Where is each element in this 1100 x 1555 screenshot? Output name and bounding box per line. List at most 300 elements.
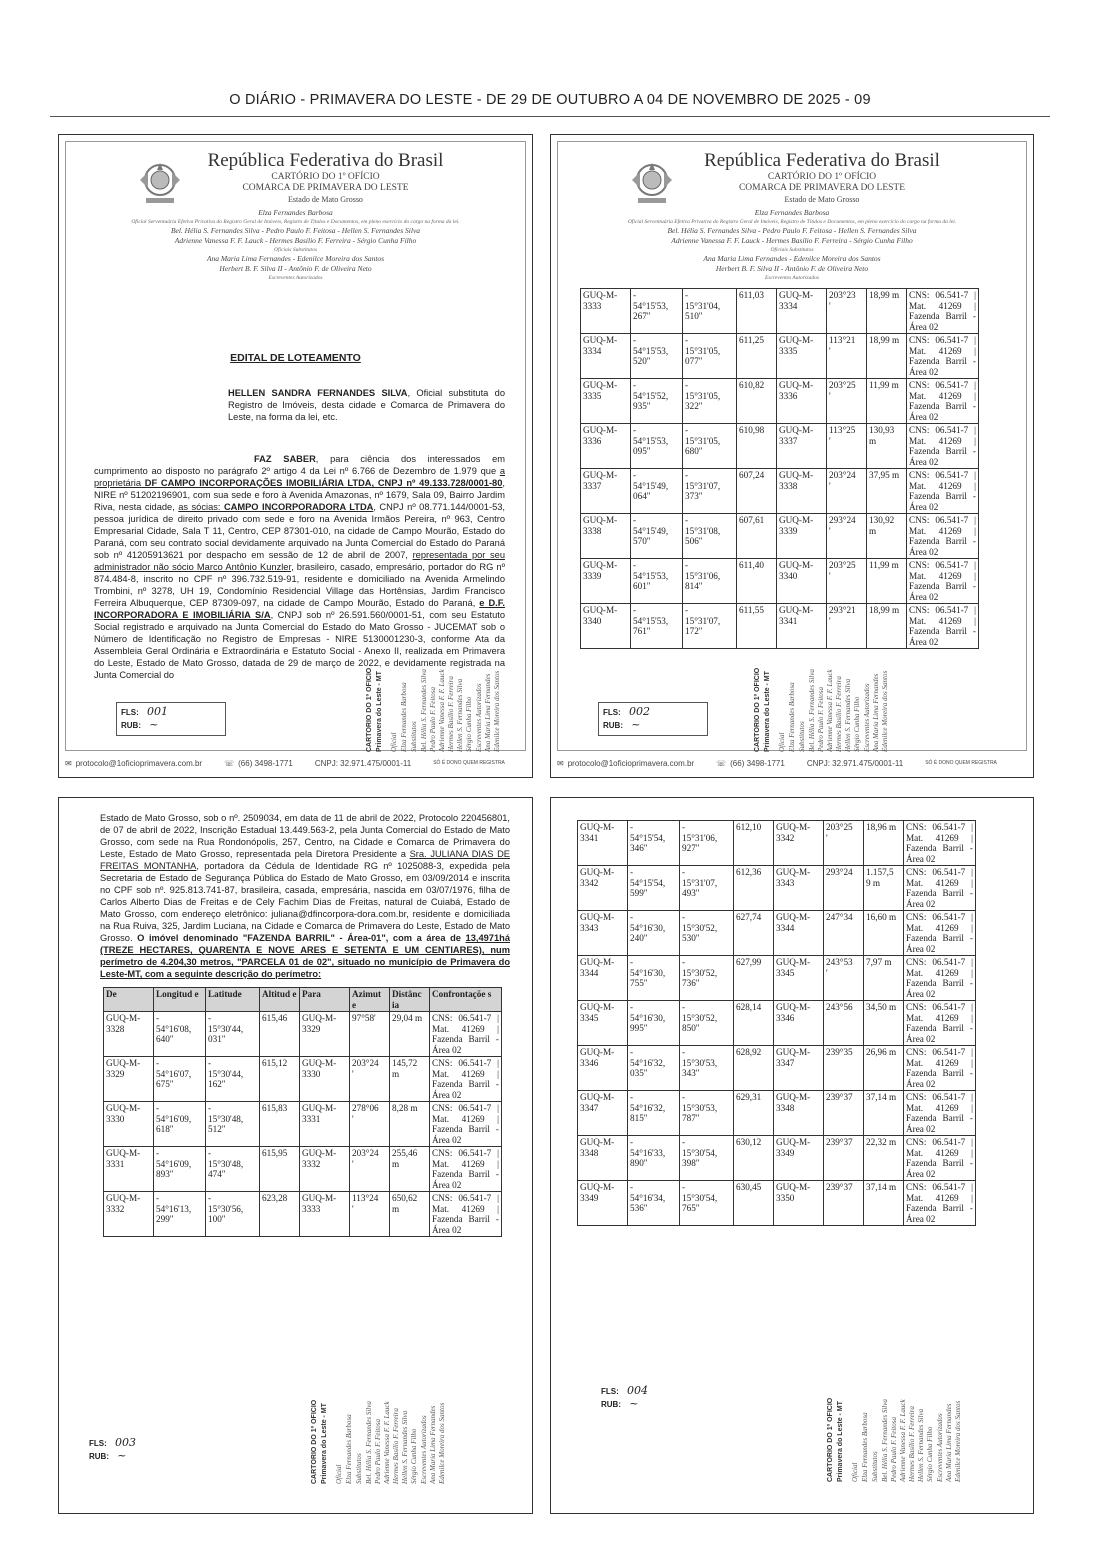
cell-altitude: 623,28 xyxy=(260,1192,300,1237)
cell-altitude: 610,98 xyxy=(737,424,777,469)
perimeter-table-header xyxy=(104,988,502,1012)
continuation-paragraph xyxy=(100,812,510,980)
table-row xyxy=(104,1012,502,1057)
cell-altitude: 630,45 xyxy=(734,1181,774,1226)
column-header: Latitude xyxy=(206,988,260,1012)
cell-longitude: - 54°16'09, 618" xyxy=(154,1102,206,1147)
cell-to: GUQ-M- 3349 xyxy=(774,1136,824,1181)
cell-latitude: - 15°31'08, 506" xyxy=(683,514,737,559)
column-header: De xyxy=(104,988,154,1012)
letterhead-comarca: COMARCA DE PRIMAVERA DO LESTE xyxy=(738,183,906,193)
fls-label: FLS: xyxy=(603,708,621,717)
stamp-line: Escreventes Autorizados xyxy=(420,1415,428,1484)
cell-distance: 29,04 m xyxy=(390,1012,430,1057)
cell-altitude: 627,74 xyxy=(734,911,774,956)
cell-azimuth: 203°24 ' xyxy=(350,1057,390,1102)
cell-latitude: - 15°30'53, 787" xyxy=(680,1091,734,1136)
cell-azimuth: 113°21 ' xyxy=(827,334,867,379)
cell-from: GUQ-M-3346 xyxy=(578,1046,628,1091)
cell-altitude: 628,92 xyxy=(734,1046,774,1091)
cell-from: GUQ-M-3338 xyxy=(581,514,631,559)
text-segment: , para ciência dos interessados em cumprimento ao disposto no parágrafo 2º artigo 4 da Lei nº 6.766 de Dezembro de 1.979 que xyxy=(94,454,505,476)
cell-azimuth: 203°25 ' xyxy=(827,559,867,604)
text-segment: , brasileiro, casado, empresário, portador do RG nº 874.484-8, inscrito no CPF nº 396.732.519-91, residente e domiciliado na Avenida Armelindo Trombini, nº 3278, UH 19, Condomínio Residencial Village das Hortênsias, Jardim Francisco Ferreira Albuquerque, CEP 87309-097, na cidade de Campo Mourão, Estado do Paraná, xyxy=(94,562,506,608)
faz-saber: FAZ SABER xyxy=(254,454,316,464)
cell-boundary: CNS: 06.541-7 | Mat. 41269 | Fazenda Barril - Área 02 xyxy=(430,1012,502,1057)
phone-icon: ☏ xyxy=(716,758,727,768)
table-row xyxy=(104,1147,502,1192)
cell-longitude: - 54°15'52, 935" xyxy=(631,379,683,424)
stamp-line: Edenilce Moreira dos Santos xyxy=(493,670,501,752)
column-header: Distânc ia xyxy=(390,988,430,1012)
partner-name: CAMPO INCORPORADORA LTDA xyxy=(220,502,374,512)
intro-text: , Oficial substituta do Registro de Imóveis, desta cidade e Comarca de Primavera do Leste, na forma da lei, etc. xyxy=(228,388,505,422)
cell-latitude: - 15°30'53, 343" xyxy=(680,1046,734,1091)
cell-to: GUQ-M- 3337 xyxy=(777,424,827,469)
cell-altitude: 611,03 xyxy=(737,289,777,334)
fls-number: 002 xyxy=(629,705,651,718)
registry-stamp xyxy=(827,1382,977,1482)
cell-azimuth: 239°35 xyxy=(824,1046,864,1091)
cell-boundary: CNS: 06.541-7 | Mat. 41269 | Fazenda Barril - Área 02 xyxy=(430,1102,502,1147)
stamp-line: Oficial xyxy=(335,1464,343,1484)
cell-from: GUQ-M-3339 xyxy=(581,559,631,604)
cell-latitude: - 15°30'52, 530" xyxy=(680,911,734,956)
cell-from: GUQ-M-3335 xyxy=(581,379,631,424)
stamp-city: Primavera do Leste - MT xyxy=(837,1401,844,1482)
stamp-line: Bel. Hélia S. Fernandes Silva xyxy=(420,669,428,752)
cell-longitude: - 54°15'53, 095" xyxy=(631,424,683,469)
letterhead-substitutes-1: Bel. Hélia S. Fernandes Silva - Pedro Paulo F. Feitosa - Hellen S. Fernandes Silva xyxy=(170,226,421,235)
stamp-line: Sérgio Cunha Filho xyxy=(926,1426,934,1482)
signature-icon: ~ xyxy=(149,718,159,731)
column-header: Altitud e xyxy=(260,988,300,1012)
cell-latitude: - 15°30'44, 031" xyxy=(206,1012,260,1057)
cell-distance: 7,97 m xyxy=(864,956,904,1001)
cell-longitude: - 54°16'34, 536" xyxy=(628,1181,680,1226)
stamp-line: Elza Fernandes Barbosa xyxy=(861,1412,869,1482)
cell-boundary: CNS: 06.541-7 | Mat. 41269 | Fazenda Barril - Área 02 xyxy=(907,559,979,604)
cell-to: GUQ-M- 3333 xyxy=(300,1192,350,1237)
letterhead-official-role: Oficial Serventuária Efetiva Privativa do Registro Geral de Imóveis, Registro de Títulos e Documentos, em pleno exercício do cargo na forma da lei. xyxy=(131,219,460,225)
cell-longitude: - 54°16'13, 299" xyxy=(154,1192,206,1237)
cell-boundary: CNS: 06.541-7 | Mat. 41269 | Fazenda Barril - Área 02 xyxy=(907,334,979,379)
cell-azimuth: 247°34 xyxy=(824,911,864,956)
cell-from: GUQ-M-3347 xyxy=(578,1091,628,1136)
footer-phone: (66) 3498-1771 xyxy=(238,758,293,768)
letterhead xyxy=(558,150,1026,282)
page-footer xyxy=(65,755,526,771)
stamp-line: Bel. Hélia S. Fernandes Silva xyxy=(808,669,816,752)
cell-azimuth: 293°24 ' xyxy=(827,514,867,559)
stamp-line: Ana Maria Lima Fernandes xyxy=(945,1403,953,1482)
stamp-line: Elza Fernandes Barbosa xyxy=(400,682,408,752)
cell-to: GUQ-M- 3346 xyxy=(774,1001,824,1046)
letterhead xyxy=(66,150,525,282)
cell-latitude: - 15°31'06, 927" xyxy=(680,821,734,866)
company-name: DF CAMPO INCORPORAÇÕES IMOBILIÁRIA LTDA, CNPJ nº 49.133.728/0001-80 xyxy=(141,478,503,488)
registry-stamp xyxy=(311,1384,461,1484)
text-segment: Estado de Mato Grosso, sob o nº. 2509034, em data de 11 de abril de 2022, Protocolo 220456801, de 07 de abril de 2022, Inscrição Estadual 13.449.563-2, pela Junta Comercial do Estado de Mato Grosso, com sede na Rua Rondonópolis, 257, Centro, na Cidade e Comarca de Primavera do Leste, Estado de Mato Grosso, representada pela Diretora Presidente a xyxy=(100,813,510,859)
cell-from: GUQ-M-3349 xyxy=(578,1181,628,1226)
fls-label: FLS: xyxy=(601,1387,619,1396)
email-icon: ✉ xyxy=(557,758,564,768)
cell-from: GUQ-M-3331 xyxy=(104,1147,154,1192)
cell-distance: 18,99 m xyxy=(867,289,907,334)
cell-longitude: - 54°16'33, 890" xyxy=(628,1136,680,1181)
stamp-line: Ana Maria Lima Fernandes xyxy=(429,1405,437,1484)
rub-label: RUB: xyxy=(603,721,623,730)
cell-boundary: CNS: 06.541-7 | Mat. 41269 | Fazenda Barril - Área 02 xyxy=(904,821,976,866)
cell-longitude: - 54°15'49, 064" xyxy=(631,469,683,514)
stamp-line: Adrienne Vanessa F. F. Lauck xyxy=(438,669,446,752)
cell-boundary: CNS: 06.541-7 | Mat. 41269 | Fazenda Barril - Área 02 xyxy=(430,1147,502,1192)
letterhead-title: República Federativa do Brasil xyxy=(207,150,444,171)
cell-altitude: 607,61 xyxy=(737,514,777,559)
cell-latitude: - 15°30'52, 736" xyxy=(680,956,734,1001)
table-row xyxy=(581,334,979,379)
cell-from: GUQ-M-3328 xyxy=(104,1012,154,1057)
partner-name: e D.F. INCORPORADORA E IMOBILIÁRIA S/A xyxy=(94,598,505,620)
text-segment: representada por seu administrador não sócio Marco Antônio Kunzler xyxy=(94,550,505,572)
registry-stamp xyxy=(366,652,516,752)
property-name: O imóvel denominado "FAZENDA BARRIL" - Área-01", com a área de xyxy=(137,933,466,943)
cell-boundary: CNS: 06.541-7 | Mat. 41269 | Fazenda Barril - Área 02 xyxy=(904,956,976,1001)
table-row xyxy=(578,821,976,866)
cell-to: GUQ-M- 3334 xyxy=(777,289,827,334)
fls-box xyxy=(85,1434,195,1468)
cell-boundary: CNS: 06.541-7 | Mat. 41269 | Fazenda Barril - Área 02 xyxy=(430,1057,502,1102)
stamp-line: Ana Maria Lima Fernandes xyxy=(872,673,880,752)
stamp-line: Elza Fernandes Barbosa xyxy=(788,682,796,752)
cell-to: GUQ-M- 3335 xyxy=(777,334,827,379)
letterhead-clerks-label: Escreventes Autorizados xyxy=(765,275,819,281)
cell-azimuth: 203°25 ' xyxy=(827,379,867,424)
letterhead-state: Estado de Mato Grosso xyxy=(784,195,860,204)
registry-stamp xyxy=(754,652,904,752)
stamp-line: Substitutos xyxy=(798,721,806,752)
cell-longitude: - 54°16'30, 755" xyxy=(628,956,680,1001)
intro-paragraph xyxy=(228,387,505,423)
cell-from: GUQ-M-3329 xyxy=(104,1057,154,1102)
cell-longitude: - 54°15'54, 599" xyxy=(628,866,680,911)
letterhead-clerks-2: Herbert B. F. Silva II - Antônio F. de Oliveira Neto xyxy=(219,264,372,273)
stamp-line: Edenilce Moreira dos Santos xyxy=(438,1402,446,1484)
letterhead-office: CARTÓRIO DO 1º OFÍCIO xyxy=(767,172,877,182)
cell-to: GUQ-M- 3348 xyxy=(774,1091,824,1136)
cell-boundary: CNS: 06.541-7 | Mat. 41269 | Fazenda Barril - Área 02 xyxy=(907,469,979,514)
cell-azimuth: 278°06 ' xyxy=(350,1102,390,1147)
cell-longitude: - 54°15'53, 267" xyxy=(631,289,683,334)
table-row xyxy=(578,911,976,956)
page-2-frame xyxy=(557,141,1027,751)
cell-boundary: CNS: 06.541-7 | Mat. 41269 | Fazenda Barril - Área 02 xyxy=(904,1091,976,1136)
cell-altitude: 611,25 xyxy=(737,334,777,379)
table-row xyxy=(581,424,979,469)
cell-latitude: - 15°30'44, 162" xyxy=(206,1057,260,1102)
letterhead-substitutes-2: Adrienne Vanessa F. F. Lauck - Hermes Basílio F. Ferreira - Sérgio Cunha Filho xyxy=(671,236,913,245)
stamp-line: Ana Maria Lima Fernandes xyxy=(484,673,492,752)
cell-altitude: 607,24 xyxy=(737,469,777,514)
cell-to: GUQ-M- 3339 xyxy=(777,514,827,559)
stamp-line: Elza Fernandes Barbosa xyxy=(345,1414,353,1484)
table-row xyxy=(104,1057,502,1102)
cell-to: GUQ-M- 3340 xyxy=(777,559,827,604)
table-row xyxy=(578,1181,976,1226)
cell-longitude: - 54°16'07, 675" xyxy=(154,1057,206,1102)
cell-latitude: - 15°30'48, 474" xyxy=(206,1147,260,1192)
stamp-heading: CARTÓRIO DO 1º OFÍCIO xyxy=(754,667,761,752)
stamp-line: Sérgio Cunha Filho xyxy=(853,696,861,752)
cell-boundary: CNS: 06.541-7 | Mat. 41269 | Fazenda Barril - Área 02 xyxy=(904,866,976,911)
table-row xyxy=(581,559,979,604)
cell-latitude: - 15°31'07, 373" xyxy=(683,469,737,514)
table-row xyxy=(581,469,979,514)
text-segment: , portadora da Cédula de Identidade RG nº 1025088-3, expedida pela Secretaria de Estado de Segurança Pública do Estado de Mato Grosso, em 03/09/2014 e inscrita no CPF sob nº. 925.813.741-87, brasileira, casada, empresária, nascida em 03/07/1976, filha de Carlos Alberto Dias de Freitas e de Cely Fachim Dias de Freitas, natural de Cuiabá, Estado de Mato Grosso, com endereço eletrônico: juliana@dfincorpora-dora.com.br, residente e domiciliada na Rua Ruiva, 325, Jardim Luciana, na Cidade e Comarca de Primavera do Leste, Estado de Mato Grosso. xyxy=(100,861,510,943)
cell-longitude: - 54°16'08, 640" xyxy=(154,1012,206,1057)
footer-cnpj: CNPJ: 32.971.475/0001-11 xyxy=(806,758,904,768)
stamp-line: Adrienne Vanessa F. F. Lauck xyxy=(899,1399,907,1482)
cell-to: GUQ-M- 3336 xyxy=(777,379,827,424)
cell-altitude: 615,83 xyxy=(260,1102,300,1147)
cell-longitude: - 54°16'32, 035" xyxy=(628,1046,680,1091)
cell-distance: 650,62 m xyxy=(390,1192,430,1237)
phone-icon: ☏ xyxy=(224,758,235,768)
stamp-line: Substitutos xyxy=(355,1453,363,1484)
scanned-page-2 xyxy=(550,134,1034,778)
cell-distance: 8,28 m xyxy=(390,1102,430,1147)
cell-altitude: 611,55 xyxy=(737,604,777,649)
cell-distance: 18,99 m xyxy=(867,604,907,649)
table-row xyxy=(578,866,976,911)
cell-from: GUQ-M-3334 xyxy=(581,334,631,379)
cell-to: GUQ-M- 3332 xyxy=(300,1147,350,1192)
table-row xyxy=(581,514,979,559)
cell-distance: 145,72 m xyxy=(390,1057,430,1102)
cell-distance: 11,99 m xyxy=(867,559,907,604)
signature-icon: ~ xyxy=(117,1449,127,1462)
scanned-page-1 xyxy=(58,134,533,778)
cell-azimuth: 203°24 ' xyxy=(350,1147,390,1192)
letterhead-clerks-label: Escreventes Autorizados xyxy=(268,275,323,281)
officer-name: HELLEN SANDRA FERNANDES SILVA xyxy=(228,388,408,398)
faz-saber-paragraph xyxy=(94,453,505,681)
cell-latitude: - 15°30'52, 850" xyxy=(680,1001,734,1046)
cell-boundary: CNS: 06.541-7 | Mat. 41269 | Fazenda Barril - Área 02 xyxy=(907,379,979,424)
fls-box xyxy=(598,702,708,736)
stamp-line: Bel. Hélia S. Fernandes Silva xyxy=(881,1399,889,1482)
scanned-page-3 xyxy=(58,797,533,1514)
cell-azimuth: 97°58' xyxy=(350,1012,390,1057)
cell-altitude: 615,95 xyxy=(260,1147,300,1192)
header-rule xyxy=(50,116,1050,117)
stamp-line: Pedro Paulo F. Feitosa xyxy=(429,687,437,752)
stamp-line: Hellen S. Fernandes Silva xyxy=(844,678,852,752)
cell-boundary: CNS: 06.541-7 | Mat. 41269 | Fazenda Barril - Área 02 xyxy=(430,1192,502,1237)
stamp-line: Hellen S. Fernandes Silva xyxy=(456,678,464,752)
fls-box xyxy=(116,702,226,736)
stamp-line: Pedro Paulo F. Feitosa xyxy=(374,1419,382,1484)
cell-azimuth: 203°25 ' xyxy=(824,821,864,866)
cell-distance: 37,95 m xyxy=(867,469,907,514)
stamp-line: Bel. Hélia S. Fernandes Silva xyxy=(365,1401,373,1484)
cell-altitude: 612,36 xyxy=(734,866,774,911)
cell-longitude: - 54°16'09, 893" xyxy=(154,1147,206,1192)
letterhead-clerks-2: Herbert B. F. Silva II - Antônio F. de Oliveira Neto xyxy=(715,264,869,273)
signature-icon: ~ xyxy=(629,1397,639,1410)
cell-latitude: - 15°31'05, 077" xyxy=(683,334,737,379)
stamp-heading: CARTÓRIO DO 1º OFÍCIO xyxy=(311,1399,318,1484)
cell-azimuth: 243°56 xyxy=(824,1001,864,1046)
coat-of-arms-icon xyxy=(628,158,676,208)
cell-distance: 1.157,5 9 m xyxy=(864,866,904,911)
cell-boundary: CNS: 06.541-7 | Mat. 41269 | Fazenda Barril - Área 02 xyxy=(907,604,979,649)
page-4-frame xyxy=(557,804,1027,1487)
footer-motto: SÓ É DONO QUEM REGISTRA xyxy=(433,760,505,766)
letterhead-clerks-1: Ana Maria Lima Fernandes - Edenilce Moreira dos Santos xyxy=(206,254,385,263)
cell-longitude: - 54°15'53, 601" xyxy=(631,559,683,604)
cell-from: GUQ-M-3344 xyxy=(578,956,628,1001)
scanned-page-4 xyxy=(550,797,1034,1514)
letterhead-official-role: Oficial Serventuária Efetiva Privativa do Registro Geral de Imóveis, Registro de Títulos e Documentos, em pleno exercício do cargo na forma da lei. xyxy=(627,219,957,225)
cell-latitude: - 15°31'05, 680" xyxy=(683,424,737,469)
letterhead-clerks-1: Ana Maria Lima Fernandes - Edenilce Moreira dos Santos xyxy=(703,254,881,263)
cell-azimuth: 203°24 ' xyxy=(827,469,867,514)
newspaper-header: O DIÁRIO - PRIMAVERA DO LESTE - DE 29 DE OUTUBRO A 04 DE NOVEMBRO DE 2025 - 09 xyxy=(229,92,871,108)
cell-boundary: CNS: 06.541-7 | Mat. 41269 | Fazenda Barril - Área 02 xyxy=(904,1046,976,1091)
rub-label: RUB: xyxy=(121,721,141,730)
stamp-line: Sérgio Cunha Filho xyxy=(410,1428,418,1484)
cell-to: GUQ-M- 3344 xyxy=(774,911,824,956)
footer-phone: (66) 3498-1771 xyxy=(730,758,785,768)
cell-azimuth: 293°24 xyxy=(824,866,864,911)
cell-from: GUQ-M-3345 xyxy=(578,1001,628,1046)
cell-latitude: - 15°31'04, 510" xyxy=(683,289,737,334)
cell-from: GUQ-M-3330 xyxy=(104,1102,154,1147)
table-row xyxy=(578,1046,976,1091)
cell-to: GUQ-M- 3329 xyxy=(300,1012,350,1057)
fls-number: 003 xyxy=(115,1436,137,1449)
cell-azimuth: 203°23 ' xyxy=(827,289,867,334)
cell-distance: 11,99 m xyxy=(867,379,907,424)
perimeter-table-body xyxy=(581,289,979,649)
cell-to: GUQ-M- 3330 xyxy=(300,1057,350,1102)
cell-distance: 18,96 m xyxy=(864,821,904,866)
email-icon: ✉ xyxy=(65,758,72,768)
cell-longitude: - 54°16'32, 815" xyxy=(628,1091,680,1136)
cell-longitude: - 54°15'53, 520" xyxy=(631,334,683,379)
stamp-line: Hermes Basílio F. Ferreira xyxy=(908,1406,916,1482)
cell-to: GUQ-M- 3347 xyxy=(774,1046,824,1091)
cell-altitude: 610,82 xyxy=(737,379,777,424)
letterhead-official: Elza Fernandes Barbosa xyxy=(258,208,333,217)
rub-label: RUB: xyxy=(89,1452,109,1461)
rub-label: RUB: xyxy=(601,1400,621,1409)
cell-boundary: CNS: 06.541-7 | Mat. 41269 | Fazenda Barril - Área 02 xyxy=(907,514,979,559)
page-3-frame xyxy=(65,804,526,1487)
cell-latitude: - 15°30'54, 398" xyxy=(680,1136,734,1181)
letterhead-substitutes-2: Adrienne Vanessa F. F. Lauck - Hermes Basílio F. Ferreira - Sérgio Cunha Filho xyxy=(174,236,417,245)
cell-distance: 34,50 m xyxy=(864,1001,904,1046)
cell-longitude: - 54°15'54, 346" xyxy=(628,821,680,866)
cell-altitude: 615,46 xyxy=(260,1012,300,1057)
cell-from: GUQ-M-3332 xyxy=(104,1192,154,1237)
cell-altitude: 612,10 xyxy=(734,821,774,866)
stamp-line: Hellen S. Fernandes Silva xyxy=(401,1410,409,1484)
cell-to: GUQ-M- 3338 xyxy=(777,469,827,514)
letterhead-substitutes-label: Oficiais Substitutos xyxy=(274,247,317,253)
cell-azimuth: 113°25 ' xyxy=(827,424,867,469)
text-segment: , NIRE nº 51202196901, com sua sede e foro à Avenida Amazonas, nº 1679, Sala 09, Bairro Jardim Riva, nesta cidade, xyxy=(94,478,505,512)
perimeter-table-body xyxy=(578,821,976,1226)
stamp-city: Primavera do Leste - MT xyxy=(376,671,383,752)
stamp-line: Oficial xyxy=(778,732,786,752)
column-header: Para xyxy=(300,988,350,1012)
cell-from: GUQ-M-3348 xyxy=(578,1136,628,1181)
letterhead-title: República Federativa do Brasil xyxy=(704,150,940,171)
cell-from: GUQ-M-3343 xyxy=(578,911,628,956)
coat-of-arms-icon xyxy=(136,158,184,208)
cell-latitude: - 15°30'54, 765" xyxy=(680,1181,734,1226)
cell-boundary: CNS: 06.541-7 | Mat. 41269 | Fazenda Barril - Área 02 xyxy=(907,289,979,334)
table-row xyxy=(104,1192,502,1237)
cell-longitude: - 54°16'30, 240" xyxy=(628,911,680,956)
perimeter-table xyxy=(103,987,502,1237)
letterhead-substitutes-1: Bel. Hélia S. Fernandes Silva - Pedro Paulo F. Feitosa - Hellen S. Fernandes Silva xyxy=(667,226,917,235)
table-row xyxy=(104,1102,502,1147)
stamp-line: Substitutos xyxy=(410,721,418,752)
cell-longitude: - 54°15'53, 761" xyxy=(631,604,683,649)
cell-distance: 37,14 m xyxy=(864,1181,904,1226)
cell-altitude: 630,12 xyxy=(734,1136,774,1181)
cell-altitude: 615,12 xyxy=(260,1057,300,1102)
fls-number: 004 xyxy=(627,1384,649,1397)
stamp-line: Pedro Paulo F. Feitosa xyxy=(890,1417,898,1482)
column-header: Longitud e xyxy=(154,988,206,1012)
perimeter-table-body xyxy=(104,1012,502,1237)
cell-to: GUQ-M- 3345 xyxy=(774,956,824,1001)
stamp-city: Primavera do Leste - MT xyxy=(764,671,771,752)
cell-latitude: - 15°31'05, 322" xyxy=(683,379,737,424)
cell-altitude: 628,14 xyxy=(734,1001,774,1046)
cell-from: GUQ-M-3342 xyxy=(578,866,628,911)
letterhead-substitutes-label: Oficiais Substitutos xyxy=(770,247,814,253)
page-footer xyxy=(557,755,1027,771)
fls-label: FLS: xyxy=(89,1439,107,1448)
cell-boundary: CNS: 06.541-7 | Mat. 41269 | Fazenda Barril - Área 02 xyxy=(904,911,976,956)
cell-to: GUQ-M- 3341 xyxy=(777,604,827,649)
director-name: Sra. JULIANA DIAS DE FREITAS MONTANHA xyxy=(100,849,510,871)
cell-latitude: - 15°31'07, 493" xyxy=(680,866,734,911)
cell-distance: 130,92 m xyxy=(867,514,907,559)
cell-distance: 255,46 m xyxy=(390,1147,430,1192)
stamp-line: Escreventes Autorizados xyxy=(863,683,871,752)
table-row xyxy=(578,1136,976,1181)
stamp-heading: CARTÓRIO DO 1º OFÍCIO xyxy=(827,1397,834,1482)
cell-boundary: CNS: 06.541-7 | Mat. 41269 | Fazenda Barril - Área 02 xyxy=(907,424,979,469)
stamp-heading: CARTÓRIO DO 1º OFÍCIO xyxy=(366,667,373,752)
cell-latitude: - 15°31'06, 814" xyxy=(683,559,737,604)
page-1-frame xyxy=(65,141,526,751)
cell-distance: 26,96 m xyxy=(864,1046,904,1091)
letterhead-state: Estado de Mato Grosso xyxy=(288,195,363,204)
footer-email: protocolo@1oficioprimavera.com.br xyxy=(75,758,203,768)
cell-distance: 130,93 m xyxy=(867,424,907,469)
cell-distance: 16,60 m xyxy=(864,911,904,956)
text-segment: as sócias: xyxy=(178,502,221,512)
cell-from: GUQ-M-3340 xyxy=(581,604,631,649)
cell-azimuth: 239°37 xyxy=(824,1181,864,1226)
